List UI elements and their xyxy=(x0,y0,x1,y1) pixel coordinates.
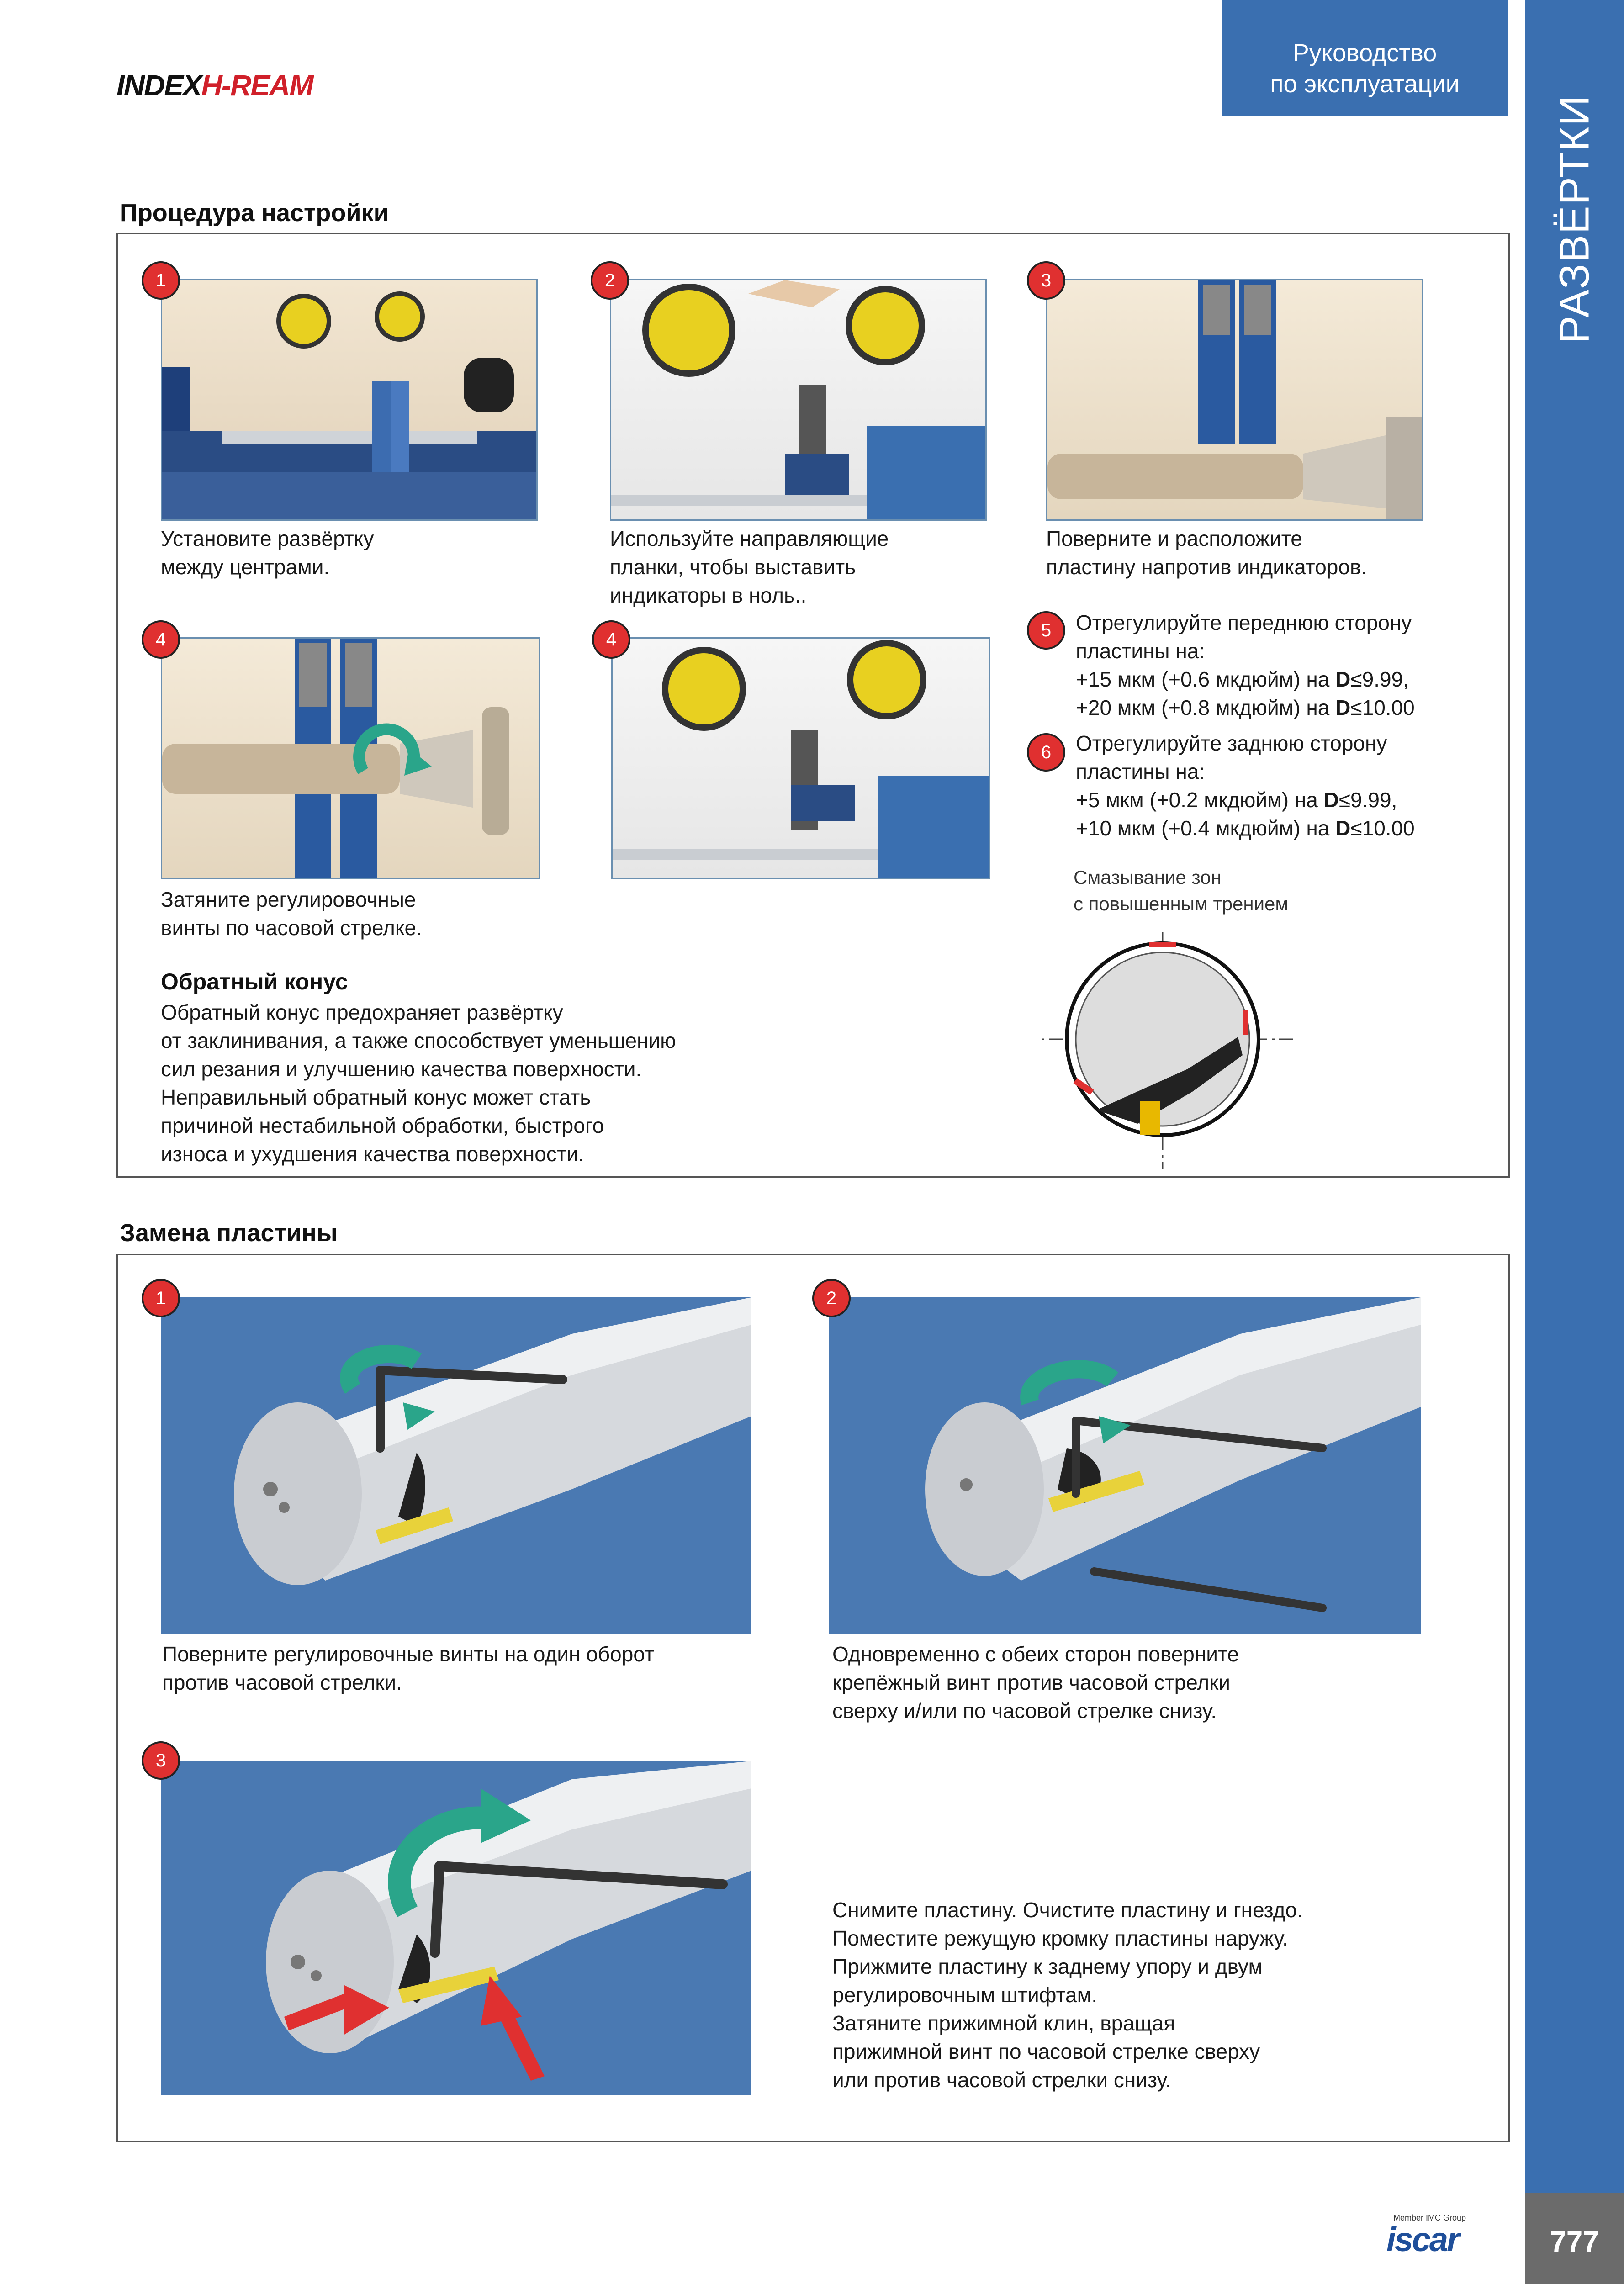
step6-line: пластины на: xyxy=(1076,760,1205,783)
step6-line xyxy=(1076,814,1415,842)
caption-line: прижимной винт по часовой стрелке сверху xyxy=(832,2040,1260,2063)
replace-step-1-badge: 1 xyxy=(142,1279,180,1317)
step5-text: +20 мкм (+0.8 мкдюйм) на xyxy=(1076,696,1336,719)
step5-line: Отрегулируйте переднюю сторону xyxy=(1076,611,1412,634)
reamer-cross-section-diagram xyxy=(1037,932,1293,1169)
step6-text: +5 мкм (+0.2 мкдюйм) на xyxy=(1076,788,1324,812)
replace-step-2-caption xyxy=(832,1640,1239,1725)
back-taper-line: износа и ухудшения качества поверхности. xyxy=(161,1142,584,1166)
setup-step-4-badge: 4 xyxy=(142,620,180,659)
page-number: 777 xyxy=(1550,2225,1599,2258)
iscar-logo: iscar xyxy=(1386,2221,1459,2258)
setup-step-5-text xyxy=(1076,608,1415,722)
setup-step-5-badge: 5 xyxy=(1027,611,1065,650)
back-taper-line: от заклинивания, а также способствует уменьшению xyxy=(161,1029,676,1052)
caption-line: Поверните и расположите xyxy=(1046,527,1302,550)
caption-line: планки, чтобы выставить xyxy=(610,555,856,579)
setup-step-4b-badge: 4 xyxy=(592,620,630,659)
setup-photo-4a xyxy=(161,637,540,879)
caption-line: Прижмите пластину к заднему упору и двум xyxy=(832,1955,1263,1978)
logo-text-index: INDEX xyxy=(116,69,201,102)
side-tab xyxy=(1525,73,1624,365)
replace-1-drawing xyxy=(161,1297,751,1634)
step5-d-symbol: D xyxy=(1335,667,1351,691)
caption-line: между центрами. xyxy=(161,555,330,579)
step5-line xyxy=(1076,693,1415,722)
step5-line xyxy=(1076,665,1415,693)
caption-line: Одновременно с обеих сторон поверните xyxy=(832,1642,1239,1666)
setup-step-1-badge: 1 xyxy=(142,261,180,300)
back-taper-line: Обратный конус предохраняет развёртку xyxy=(161,1000,563,1024)
setup-step-3-caption xyxy=(1046,524,1367,581)
caption-line: винты по часовой стрелке. xyxy=(161,916,422,940)
section-header-box xyxy=(1222,0,1508,116)
replace-illustration-3 xyxy=(161,1761,751,2095)
lube-line: с повышенным трением xyxy=(1074,893,1289,915)
setup-step-4-caption xyxy=(161,885,422,942)
side-tab-label: РАЗВЁРТКИ xyxy=(1551,95,1598,344)
caption-line: Затяните регулировочные xyxy=(161,888,416,911)
replace-2-drawing xyxy=(829,1297,1421,1634)
step6-text: +10 мкм (+0.4 мкдюйм) на xyxy=(1076,816,1336,840)
replace-illustration-1 xyxy=(161,1297,751,1634)
brand-logo xyxy=(116,69,313,102)
replace-step-3-caption xyxy=(832,1896,1303,2094)
setup-step-2-caption xyxy=(610,524,889,609)
step5-text: ≤9.99, xyxy=(1350,667,1409,691)
step6-text: ≤10.00 xyxy=(1350,816,1415,840)
setup-photo-4b xyxy=(611,637,990,879)
caption-line: или против часовой стрелки снизу. xyxy=(832,2068,1171,2092)
step5-text: ≤10.00 xyxy=(1350,696,1415,719)
lube-line: Смазывание зон xyxy=(1074,867,1222,888)
back-taper-line: Неправильный обратный конус может стать xyxy=(161,1085,591,1109)
caption-line: сверху и/или по часовой стрелке снизу. xyxy=(832,1699,1217,1723)
setup-photo-2 xyxy=(610,279,987,521)
replace-step-2-badge: 2 xyxy=(812,1279,851,1317)
caption-line: Установите развёртку xyxy=(161,527,374,550)
step6-d-symbol: D xyxy=(1323,788,1339,812)
caption-line: Поверните регулировочные винты на один оборот xyxy=(162,1642,654,1666)
caption-line: Затяните прижимной клин, вращая xyxy=(832,2011,1175,2035)
caption-line: индикаторы в ноль.. xyxy=(610,583,807,607)
replace-section-title: Замена пластины xyxy=(120,1219,338,1247)
photo-4b-illustration xyxy=(613,639,990,879)
step6-line: Отрегулируйте заднюю сторону xyxy=(1076,731,1387,755)
lube-caption xyxy=(1074,864,1288,917)
step6-d-symbol: D xyxy=(1335,816,1351,840)
step5-line: пластины на: xyxy=(1076,639,1205,663)
logo-text-hream: H-REAM xyxy=(201,69,313,102)
back-taper-line: сил резания и улучшению качества поверхности. xyxy=(161,1057,642,1081)
photo-2-illustration xyxy=(611,280,987,521)
photo-1-illustration xyxy=(162,280,538,521)
step6-line xyxy=(1076,786,1415,814)
setup-photo-3 xyxy=(1046,279,1423,521)
caption-line: Используйте направляющие xyxy=(610,527,889,550)
replace-step-1-caption xyxy=(162,1640,654,1697)
step5-d-symbol: D xyxy=(1335,696,1351,719)
setup-step-1-caption xyxy=(161,524,374,581)
caption-line: пластину напротив индикаторов. xyxy=(1046,555,1367,579)
photo-4a-illustration xyxy=(162,639,540,879)
setup-step-2-badge: 2 xyxy=(591,261,629,300)
setup-step-3-badge: 3 xyxy=(1027,261,1065,300)
back-taper-line: причиной нестабильной обработки, быстрого xyxy=(161,1114,604,1137)
step5-text: +15 мкм (+0.6 мкдюйм) на xyxy=(1076,667,1336,691)
caption-line: крепёжный винт против часовой стрелки xyxy=(832,1671,1230,1694)
replace-3-drawing xyxy=(161,1761,751,2095)
caption-line: против часовой стрелки. xyxy=(162,1671,402,1694)
setup-step-6-badge: 6 xyxy=(1027,733,1065,772)
member-imc-text: Member IMC Group xyxy=(1393,2213,1466,2222)
step6-text: ≤9.99, xyxy=(1338,788,1397,812)
caption-line: Поместите режущую кромку пластины наружу. xyxy=(832,1926,1288,1950)
replace-illustration-2 xyxy=(829,1297,1421,1634)
setup-section-title: Процедура настройки xyxy=(120,199,389,227)
replace-step-3-badge: 3 xyxy=(142,1741,180,1780)
setup-photo-1 xyxy=(161,279,538,521)
back-taper-text xyxy=(161,998,676,1168)
header-line-1: Руководство xyxy=(1292,39,1437,67)
caption-line: Снимите пластину. Очистите пластину и гнездо. xyxy=(832,1898,1303,1922)
caption-line: регулировочным штифтам. xyxy=(832,1983,1098,2007)
header-line-2: по эксплуатации xyxy=(1270,70,1460,98)
photo-3-illustration xyxy=(1047,280,1423,521)
back-taper-title: Обратный конус xyxy=(161,969,348,994)
setup-step-6-text xyxy=(1076,729,1415,842)
